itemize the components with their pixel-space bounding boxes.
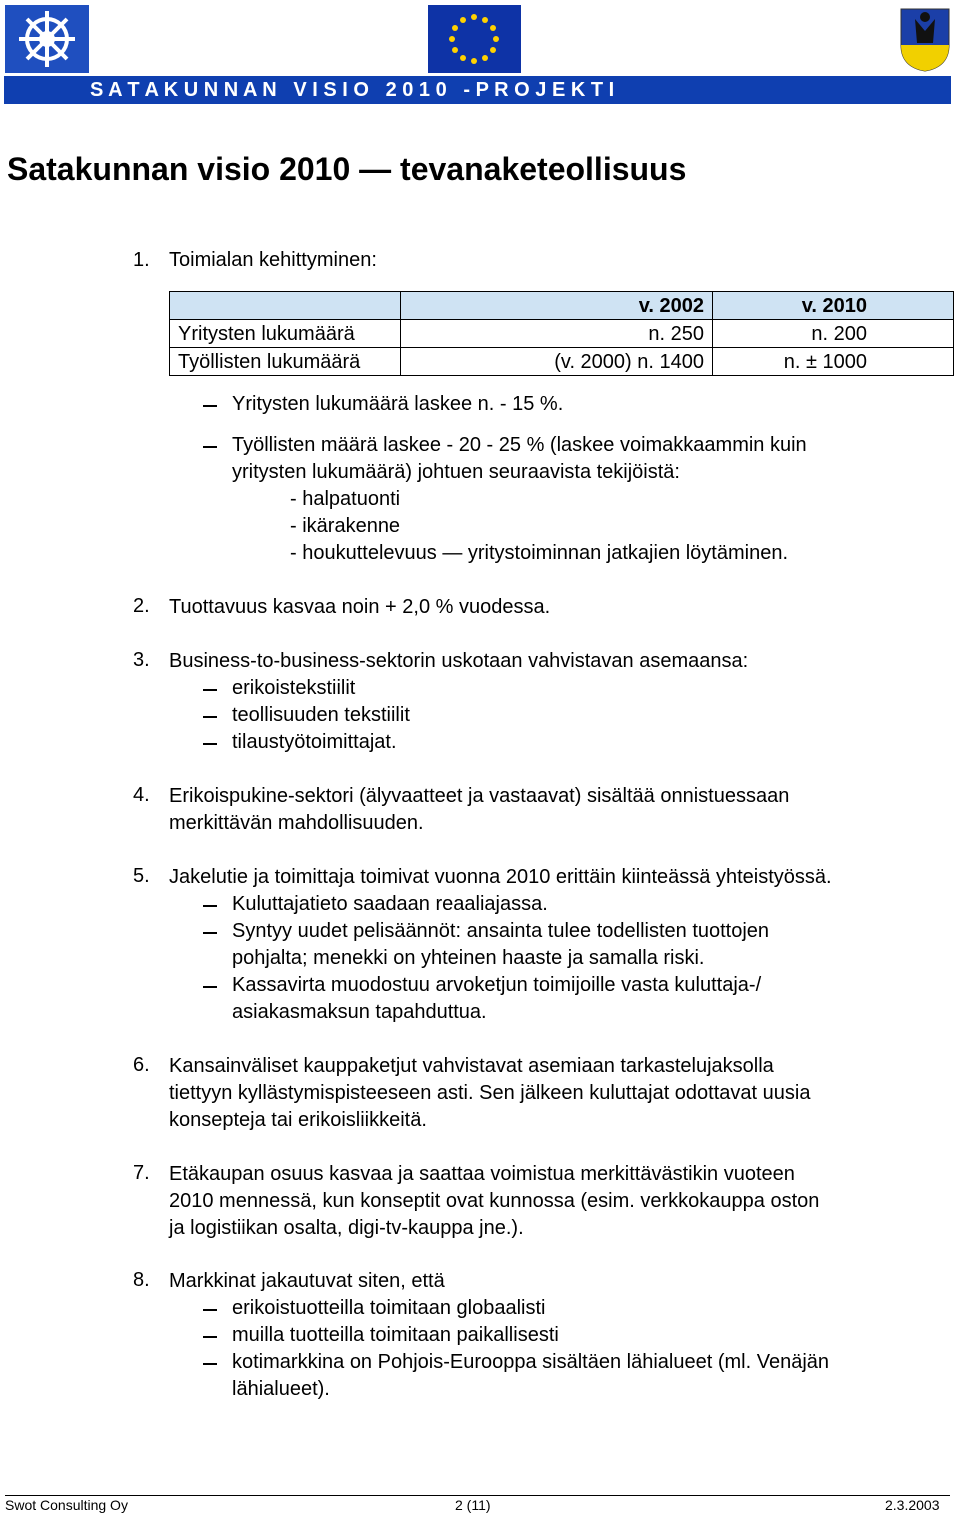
- bullet-dash: [203, 689, 217, 691]
- bullet-dash: [203, 1336, 217, 1338]
- section-number: 1.: [133, 249, 150, 271]
- section-text: tiettyyn kyllästymispisteeseen asti. Sen jälkeen kuluttajat odottavat uusia: [169, 1082, 811, 1104]
- section-text: Markkinat jakautuvat siten, että: [169, 1270, 445, 1292]
- bullet-text: Yritysten lukumäärä laskee n. - 15 %.: [232, 393, 564, 415]
- table-row: [170, 348, 954, 376]
- page-title: Satakunnan visio 2010 — tevanaketeollisuus: [7, 151, 687, 187]
- satakunta-coat-of-arms-logo: [897, 5, 953, 73]
- table-cell: n. 250: [401, 320, 713, 348]
- section-text: Jakelutie ja toimittaja toimivat vuonna 2010 erittäin kiinteässä yhteistyössä.: [169, 866, 832, 888]
- section-text: 2010 mennessä, kun konseptit ovat kunnossa (esim. verkkokauppa oston: [169, 1190, 820, 1212]
- footer-company: Swot Consulting Oy: [5, 1497, 128, 1513]
- bullet-text: erikoistuotteilla toimitaan globaalisti: [232, 1297, 546, 1319]
- section-text: Business-to-business-sektorin uskotaan vahvistavan asemaansa:: [169, 650, 749, 672]
- section-text: Tuottavuus kasvaa noin + 2,0 % vuodessa.: [169, 596, 551, 618]
- section-number: 5.: [133, 865, 150, 887]
- bullet-dash: [203, 716, 217, 718]
- table-cell: n. 200: [713, 320, 954, 348]
- sub-item: - ikärakenne: [290, 515, 401, 537]
- bullet-text: tilaustyötoimittajat.: [232, 731, 397, 753]
- bullet-text: lähialueet).: [232, 1378, 330, 1400]
- table-header-cell: [170, 292, 401, 320]
- bullet-dash: [203, 905, 217, 907]
- bullet-text: teollisuuden tekstiilit: [232, 704, 410, 726]
- sub-item: - houkuttelevuus — yritystoiminnan jatkajien löytäminen.: [290, 542, 789, 564]
- bullet-text: pohjalta; menekki on yhteinen haaste ja samalla riski.: [232, 947, 705, 969]
- bullet-text: muilla tuotteilla toimitaan paikallisesti: [232, 1324, 559, 1346]
- footer-page-number: 2 (11): [455, 1497, 491, 1513]
- table-cell: (v. 2000) n. 1400: [401, 348, 713, 376]
- project-banner: S A T A K U N N A N V I S I O 2 0 1 0 - P R O J E K T I: [4, 76, 951, 104]
- bullet-dash: [203, 1309, 217, 1311]
- section-number: 7.: [133, 1162, 150, 1184]
- footer-date: 2.3.2003: [885, 1497, 940, 1513]
- bullet-text: Syntyy uudet pelisäännöt: ansainta tulee todellisten tuottojen: [232, 920, 770, 942]
- section-number: 4.: [133, 784, 150, 806]
- section-text: konsepteja tai erikoisliikkeitä.: [169, 1109, 427, 1131]
- bullet-text: Työllisten määrä laskee - 20 - 25 % (laskee voimakkaammin kuin: [232, 434, 807, 456]
- development-table: [169, 291, 954, 376]
- table-cell: n. ± 1000: [713, 348, 954, 376]
- section-number: 6.: [133, 1054, 150, 1076]
- bullet-text: kotimarkkina on Pohjois-Eurooppa sisältäen lähialueet (ml. Venäjän: [232, 1351, 830, 1373]
- section-text: Erikoispukine-sektori (älyvaatteet ja vastaavat) sisältää onnistuessaan: [169, 785, 790, 807]
- bullet-dash: [203, 743, 217, 745]
- table-row: [170, 320, 954, 348]
- bullet-dash: [203, 932, 217, 934]
- bullet-text: erikoistekstiilit: [232, 677, 356, 699]
- section-number: 2.: [133, 595, 150, 617]
- bullet-dash: [203, 405, 217, 407]
- eu-flag-logo: [428, 5, 521, 73]
- bullet-dash: [203, 446, 217, 448]
- sub-item: - halpatuonti: [290, 488, 401, 510]
- section-text: merkittävän mahdollisuuden.: [169, 812, 424, 834]
- table-header-cell: v. 2010: [713, 292, 954, 320]
- table-cell: Työllisten lukumäärä: [170, 348, 401, 376]
- table-cell: Yritysten lukumäärä: [170, 320, 401, 348]
- section-heading: Toimialan kehittyminen:: [169, 249, 377, 271]
- bullet-text: asiakasmaksun tapahduttua.: [232, 1001, 487, 1023]
- bullet-text: yritysten lukumäärä) johtuen seuraavista tekijöistä:: [232, 461, 680, 483]
- bullet-text: Kuluttajatieto saadaan reaaliajassa.: [232, 893, 548, 915]
- section-text: ja logistiikan osalta, digi-tv-kauppa jne.).: [169, 1217, 524, 1239]
- bullet-text: Kassavirta muodostuu arvoketjun toimijoille vasta kuluttaja-/: [232, 974, 762, 996]
- ship-wheel-logo: [5, 5, 89, 73]
- section-text: Kansainväliset kauppaketjut vahvistavat asemiaan tarkastelujaksolla: [169, 1055, 774, 1077]
- section-text: Etäkaupan osuus kasvaa ja saattaa voimistua merkittävästikin vuoteen: [169, 1163, 795, 1185]
- section-number: 3.: [133, 649, 150, 671]
- table-header-cell: v. 2002: [401, 292, 713, 320]
- section-number: 8.: [133, 1269, 150, 1291]
- bullet-dash: [203, 1363, 217, 1365]
- footer-divider: [5, 1495, 950, 1496]
- table-header-row: [170, 292, 954, 320]
- bullet-dash: [203, 986, 217, 988]
